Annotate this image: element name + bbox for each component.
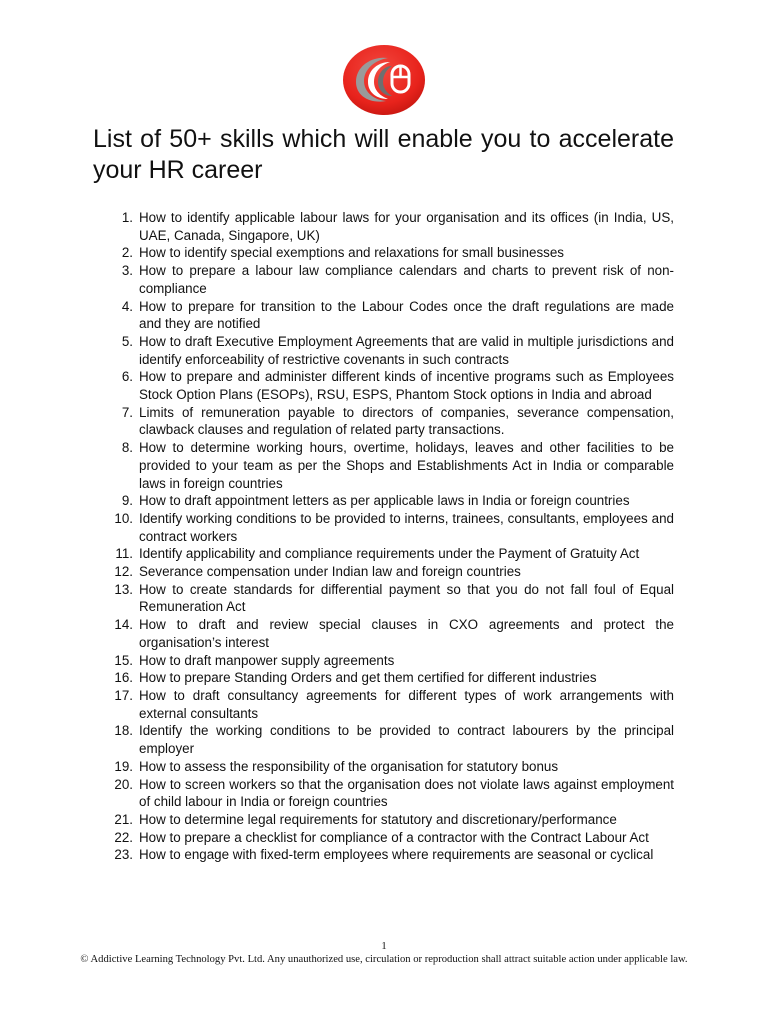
list-item-number: 21. — [114, 811, 133, 827]
list-item-text: How to screen workers so that the organisation does not violate laws against employment of child labour in India or foreign countries — [139, 776, 674, 810]
list-item — [93, 652, 674, 670]
list-item-number: 11. — [115, 546, 133, 562]
list-item-number: 10. — [114, 510, 133, 526]
list-item-text: How to determine working hours, overtime, holidays, leaves and other facilities to be provided to your team as per the Shops and Establishments Act in India or comparable laws in foreign countries — [139, 440, 674, 491]
list-item-text: How to draft manpower supply agreements — [139, 652, 395, 668]
list-item-text: How to prepare a labour law compliance calendars and charts to prevent risk of non-compliance — [139, 263, 674, 296]
list-item-number: 7. — [121, 404, 133, 420]
list-item-number: 22. — [114, 829, 133, 845]
list-item — [93, 687, 674, 722]
list-item-number: 12. — [114, 564, 133, 580]
list-item — [93, 581, 674, 616]
list-item-number: 4. — [121, 298, 133, 314]
list-item-text: How to prepare for transition to the Labour Codes once the draft regulations are made and they are notified — [139, 298, 674, 332]
list-item — [93, 262, 674, 297]
list-item — [93, 209, 674, 244]
list-item — [93, 563, 674, 581]
list-item-text: How to prepare and administer different kinds of incentive programs such as Employees Stock Option Plans (ESOPs), RSU, ESPS, Phantom Stock options in India and abroad — [139, 369, 674, 403]
list-item-text: How to draft and review special clauses in CXO agreements and protect the organisation’s interest — [139, 617, 674, 650]
document-title: List of 50+ skills which will enable you to accelerate your HR career — [93, 125, 674, 184]
list-item-text: Severance compensation under Indian law and foreign countries — [139, 564, 521, 580]
copyright-notice: © Addictive Learning Technology Pvt. Ltd. Any unauthorized use, circulation or reproduction shall attract suitable action under applicable law. — [80, 953, 688, 965]
list-item — [93, 510, 674, 545]
list-item — [93, 333, 674, 368]
list-item-number: 3. — [121, 263, 133, 279]
list-item-text: How to prepare Standing Orders and get them certified for different industries — [139, 670, 597, 686]
list-item — [93, 811, 674, 829]
list-item-number: 1. — [121, 210, 133, 225]
list-item-text: How to identify applicable labour laws for your organisation and its offices (in India, US, UAE, Canada, Singapore, UK) — [139, 210, 674, 243]
skills-list — [93, 209, 674, 864]
list-item — [93, 758, 674, 776]
list-item-text: How to identify special exemptions and relaxations for small businesses — [139, 245, 564, 261]
list-item — [93, 439, 674, 492]
list-item-text: Identify the working conditions to be provided to contract labourers by the principal employer — [139, 723, 674, 757]
page-number: 1 — [381, 941, 387, 952]
list-item — [93, 244, 674, 262]
page-footer — [80, 941, 688, 966]
list-item-text: Identify working conditions to be provided to interns, trainees, consultants, employees and contract workers — [139, 510, 674, 544]
list-item-number: 16. — [114, 670, 133, 686]
list-item — [93, 829, 674, 847]
list-item — [93, 545, 674, 563]
list-item-number: 15. — [114, 652, 133, 668]
list-item-number: 14. — [114, 617, 133, 633]
list-item-text: Limits of remuneration payable to directors of companies, severance compensation, clawback clauses and regulation of related party transactions. — [139, 404, 674, 438]
company-logo — [342, 44, 426, 116]
list-item — [93, 492, 674, 510]
list-item-number: 9. — [121, 493, 133, 509]
list-item-text: How to assess the responsibility of the organisation for statutory bonus — [139, 758, 559, 774]
list-item — [93, 722, 674, 757]
list-item — [93, 404, 674, 439]
list-item-number: 23. — [114, 847, 133, 863]
list-item — [93, 669, 674, 687]
list-item — [93, 776, 674, 811]
list-item — [93, 846, 674, 864]
list-item-number: 20. — [114, 776, 133, 792]
list-item-text: How to engage with fixed-term employees where requirements are seasonal or cyclical — [139, 847, 654, 863]
list-item-text: How to prepare a checklist for compliance of a contractor with the Contract Labour Act — [139, 829, 649, 845]
list-item-number: 5. — [121, 333, 133, 349]
list-item-number: 6. — [121, 369, 133, 385]
list-item — [93, 298, 674, 333]
list-item — [93, 616, 674, 651]
list-item-text: Identify applicability and compliance requirements under the Payment of Gratuity Act — [139, 546, 640, 562]
list-item-text: How to determine legal requirements for statutory and discretionary/performance — [139, 811, 617, 827]
list-item-number: 18. — [114, 723, 133, 739]
list-item-number: 13. — [114, 581, 133, 597]
list-item-text: How to draft consultancy agreements for different types of work arrangements with external consultants — [139, 687, 674, 721]
list-item-text: How to draft appointment letters as per applicable laws in India or foreign countries — [139, 493, 630, 509]
list-item-number: 19. — [114, 758, 133, 774]
list-item-text: How to create standards for differential payment so that you do not fall foul of Equal Remuneration Act — [139, 581, 674, 615]
list-item-number: 17. — [114, 687, 133, 703]
list-item-text: How to draft Executive Employment Agreements that are valid in multiple jurisdictions and identify enforceability of restrictive covenants in such contracts — [139, 333, 674, 367]
list-item-number: 8. — [121, 440, 133, 456]
list-item — [93, 368, 674, 403]
list-item-number: 2. — [121, 245, 133, 261]
